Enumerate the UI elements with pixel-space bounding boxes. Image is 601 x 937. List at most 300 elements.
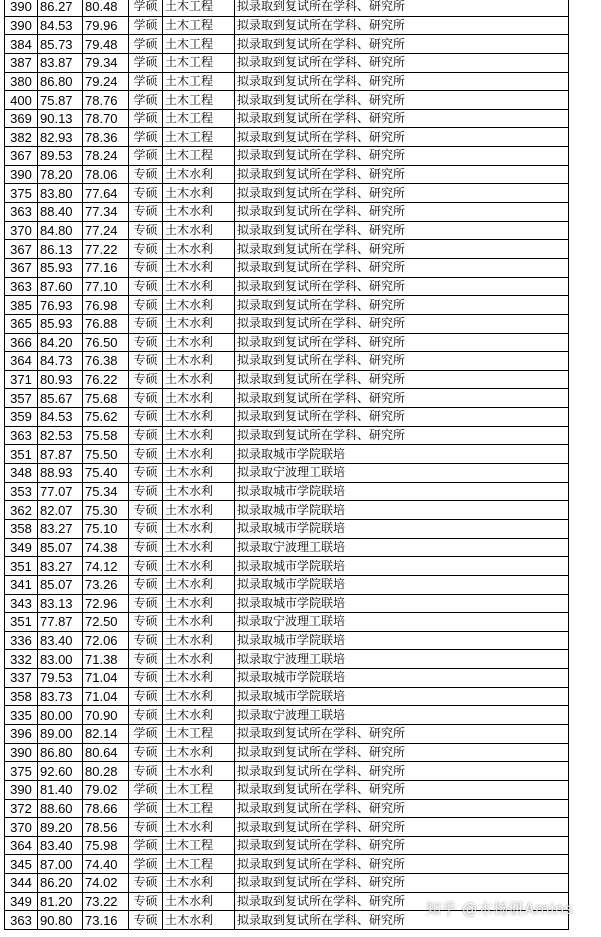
table-row [5,221,569,240]
major-cell: 土木水利 [163,874,235,893]
admission-note-cell: 拟录取到复试所在学科、研究所 [235,762,569,781]
initial-score-cell: 351 [5,557,38,576]
major-cell: 土木水利 [163,650,235,669]
degree-type-cell: 学硕 [129,35,163,54]
total-score-cell: 77.22 [83,240,129,259]
initial-score-cell: 343 [5,594,38,613]
major-cell: 土木工程 [163,780,235,799]
degree-type-cell: 专硕 [129,352,163,371]
initial-score-cell: 353 [5,482,38,501]
table-body [5,0,569,930]
major-cell: 土木水利 [163,538,235,557]
admission-note-cell: 拟录取到复试所在学科、研究所 [235,911,569,930]
major-cell: 土木水利 [163,352,235,371]
degree-type-cell: 专硕 [129,911,163,930]
retest-score-cell: 82.53 [38,426,83,445]
table-row [5,743,569,762]
initial-score-cell: 349 [5,538,38,557]
initial-score-cell: 357 [5,389,38,408]
major-cell: 土木水利 [163,333,235,352]
admission-note-cell: 拟录取到复试所在学科、研究所 [235,221,569,240]
admission-note-cell: 拟录取到复试所在学科、研究所 [235,874,569,893]
total-score-cell: 74.12 [83,557,129,576]
admission-note-cell: 拟录取宁波理工联培 [235,613,569,632]
table-row [5,482,569,501]
degree-type-cell: 专硕 [129,762,163,781]
table-row [5,519,569,538]
degree-type-cell: 专硕 [129,501,163,520]
initial-score-cell: 367 [5,147,38,166]
major-cell: 土木水利 [163,314,235,333]
degree-type-cell: 专硕 [129,408,163,427]
degree-type-cell: 专硕 [129,557,163,576]
admission-note-cell: 拟录取到复试所在学科、研究所 [235,296,569,315]
initial-score-cell: 396 [5,724,38,743]
major-cell: 土木水利 [163,818,235,837]
initial-score-cell: 348 [5,464,38,483]
degree-type-cell: 学硕 [129,855,163,874]
major-cell: 土木工程 [163,147,235,166]
table-row [5,464,569,483]
major-cell: 土木水利 [163,184,235,203]
initial-score-cell: 349 [5,892,38,911]
major-cell: 土木工程 [163,836,235,855]
retest-score-cell: 85.07 [38,538,83,557]
major-cell: 土木水利 [163,240,235,259]
major-cell: 土木水利 [163,277,235,296]
admission-note-cell: 拟录取到复试所在学科、研究所 [235,258,569,277]
major-cell: 土木工程 [163,0,235,16]
admission-note-cell: 拟录取到复试所在学科、研究所 [235,53,569,72]
total-score-cell: 75.10 [83,519,129,538]
retest-score-cell: 83.27 [38,557,83,576]
admission-note-cell: 拟录取到复试所在学科、研究所 [235,35,569,54]
degree-type-cell: 专硕 [129,482,163,501]
table-row [5,724,569,743]
retest-score-cell: 81.20 [38,892,83,911]
table-row [5,818,569,837]
retest-score-cell: 75.87 [38,91,83,110]
major-cell: 土木工程 [163,53,235,72]
retest-score-cell: 88.93 [38,464,83,483]
degree-type-cell: 专硕 [129,575,163,594]
major-cell: 土木水利 [163,389,235,408]
total-score-cell: 72.50 [83,613,129,632]
initial-score-cell: 400 [5,91,38,110]
degree-type-cell: 专硕 [129,818,163,837]
table-row [5,501,569,520]
initial-score-cell: 369 [5,109,38,128]
admission-note-cell: 拟录取到复试所在学科、研究所 [235,370,569,389]
degree-type-cell: 专硕 [129,445,163,464]
major-cell: 土木水利 [163,370,235,389]
total-score-cell: 72.96 [83,594,129,613]
total-score-cell: 76.88 [83,314,129,333]
degree-type-cell: 专硕 [129,296,163,315]
table-row [5,35,569,54]
table-row [5,165,569,184]
retest-score-cell: 83.73 [38,687,83,706]
retest-score-cell: 86.27 [38,0,83,16]
admission-note-cell: 拟录取宁波理工联培 [235,538,569,557]
total-score-cell: 78.76 [83,91,129,110]
major-cell: 土木水利 [163,203,235,222]
table-row [5,575,569,594]
table-row [5,892,569,911]
total-score-cell: 79.96 [83,16,129,35]
total-score-cell: 76.22 [83,370,129,389]
degree-type-cell: 学硕 [129,16,163,35]
table-row [5,911,569,930]
retest-score-cell: 83.00 [38,650,83,669]
total-score-cell: 73.16 [83,911,129,930]
total-score-cell: 79.34 [83,53,129,72]
table-row [5,594,569,613]
admission-note-cell: 拟录取到复试所在学科、研究所 [235,72,569,91]
table-row [5,184,569,203]
admission-note-cell: 拟录取城市学院联培 [235,445,569,464]
total-score-cell: 71.04 [83,687,129,706]
degree-type-cell: 专硕 [129,165,163,184]
degree-type-cell: 学硕 [129,109,163,128]
table-row [5,669,569,688]
retest-score-cell: 77.87 [38,613,83,632]
retest-score-cell: 84.80 [38,221,83,240]
initial-score-cell: 337 [5,669,38,688]
total-score-cell: 75.98 [83,836,129,855]
total-score-cell: 80.48 [83,0,129,16]
retest-score-cell: 77.07 [38,482,83,501]
retest-score-cell: 84.53 [38,408,83,427]
table-row [5,650,569,669]
retest-score-cell: 80.93 [38,370,83,389]
initial-score-cell: 344 [5,874,38,893]
initial-score-cell: 363 [5,203,38,222]
retest-score-cell: 90.13 [38,109,83,128]
table-row [5,445,569,464]
degree-type-cell: 学硕 [129,724,163,743]
retest-score-cell: 86.13 [38,240,83,259]
initial-score-cell: 359 [5,408,38,427]
admission-note-cell: 拟录取城市学院联培 [235,575,569,594]
total-score-cell: 78.06 [83,165,129,184]
table-row [5,613,569,632]
retest-score-cell: 78.20 [38,165,83,184]
table-row [5,799,569,818]
major-cell: 土木水利 [163,911,235,930]
admission-note-cell: 拟录取到复试所在学科、研究所 [235,855,569,874]
total-score-cell: 75.68 [83,389,129,408]
retest-score-cell: 87.87 [38,445,83,464]
admission-note-cell: 拟录取到复试所在学科、研究所 [235,836,569,855]
degree-type-cell: 专硕 [129,631,163,650]
major-cell: 土木水利 [163,426,235,445]
initial-score-cell: 363 [5,911,38,930]
total-score-cell: 71.38 [83,650,129,669]
table-row [5,780,569,799]
degree-type-cell: 专硕 [129,426,163,445]
major-cell: 土木工程 [163,72,235,91]
degree-type-cell: 专硕 [129,277,163,296]
retest-score-cell: 76.93 [38,296,83,315]
retest-score-cell: 88.40 [38,203,83,222]
retest-score-cell: 82.93 [38,128,83,147]
total-score-cell: 72.06 [83,631,129,650]
degree-type-cell: 专硕 [129,594,163,613]
admission-note-cell: 拟录取到复试所在学科、研究所 [235,147,569,166]
table-row [5,314,569,333]
major-cell: 土木水利 [163,669,235,688]
total-score-cell: 80.28 [83,762,129,781]
admission-note-cell: 拟录取城市学院联培 [235,669,569,688]
admission-note-cell: 拟录取城市学院联培 [235,687,569,706]
table-row [5,147,569,166]
major-cell: 土木水利 [163,631,235,650]
retest-score-cell: 83.13 [38,594,83,613]
degree-type-cell: 专硕 [129,743,163,762]
degree-type-cell: 专硕 [129,538,163,557]
total-score-cell: 75.34 [83,482,129,501]
table-row [5,53,569,72]
retest-score-cell: 79.53 [38,669,83,688]
table-row [5,706,569,725]
major-cell: 土木水利 [163,482,235,501]
initial-score-cell: 390 [5,16,38,35]
table-row [5,240,569,259]
major-cell: 土木工程 [163,724,235,743]
total-score-cell: 77.24 [83,221,129,240]
initial-score-cell: 370 [5,818,38,837]
table-row [5,687,569,706]
admission-note-cell: 拟录取到复试所在学科、研究所 [235,426,569,445]
major-cell: 土木水利 [163,575,235,594]
admission-note-cell: 拟录取到复试所在学科、研究所 [235,892,569,911]
retest-score-cell: 90.80 [38,911,83,930]
admission-note-cell: 拟录取宁波理工联培 [235,706,569,725]
initial-score-cell: 363 [5,277,38,296]
initial-score-cell: 375 [5,762,38,781]
table-row [5,855,569,874]
total-score-cell: 75.50 [83,445,129,464]
degree-type-cell: 学硕 [129,91,163,110]
retest-score-cell: 85.93 [38,314,83,333]
table-row [5,333,569,352]
retest-score-cell: 87.60 [38,277,83,296]
degree-type-cell: 专硕 [129,706,163,725]
admission-note-cell: 拟录取到复试所在学科、研究所 [235,314,569,333]
retest-score-cell: 89.20 [38,818,83,837]
major-cell: 土木工程 [163,128,235,147]
degree-type-cell: 专硕 [129,221,163,240]
initial-score-cell: 332 [5,650,38,669]
table-row [5,836,569,855]
initial-score-cell: 351 [5,613,38,632]
initial-score-cell: 390 [5,0,38,16]
retest-score-cell: 83.87 [38,53,83,72]
total-score-cell: 77.64 [83,184,129,203]
table-row [5,128,569,147]
admission-note-cell: 拟录取到复试所在学科、研究所 [235,724,569,743]
initial-score-cell: 366 [5,333,38,352]
total-score-cell: 73.22 [83,892,129,911]
retest-score-cell: 84.20 [38,333,83,352]
retest-score-cell: 84.53 [38,16,83,35]
retest-score-cell: 85.93 [38,258,83,277]
major-cell: 土木工程 [163,855,235,874]
retest-score-cell: 86.80 [38,72,83,91]
table-row [5,277,569,296]
admission-note-cell: 拟录取到复试所在学科、研究所 [235,389,569,408]
table-row [5,389,569,408]
degree-type-cell: 专硕 [129,464,163,483]
total-score-cell: 74.02 [83,874,129,893]
retest-score-cell: 80.00 [38,706,83,725]
major-cell: 土木工程 [163,799,235,818]
degree-type-cell: 专硕 [129,892,163,911]
degree-type-cell: 专硕 [129,669,163,688]
total-score-cell: 71.04 [83,669,129,688]
major-cell: 土木水利 [163,706,235,725]
total-score-cell: 70.90 [83,706,129,725]
total-score-cell: 77.10 [83,277,129,296]
retest-score-cell: 85.67 [38,389,83,408]
admission-note-cell: 拟录取到复试所在学科、研究所 [235,109,569,128]
initial-score-cell: 387 [5,53,38,72]
initial-score-cell: 351 [5,445,38,464]
admission-note-cell: 拟录取到复试所在学科、研究所 [235,0,569,16]
major-cell: 土木水利 [163,408,235,427]
total-score-cell: 79.02 [83,780,129,799]
retest-score-cell: 89.00 [38,724,83,743]
major-cell: 土木水利 [163,762,235,781]
initial-score-cell: 364 [5,352,38,371]
table-row [5,408,569,427]
admission-note-cell: 拟录取城市学院联培 [235,501,569,520]
initial-score-cell: 370 [5,221,38,240]
degree-type-cell: 专硕 [129,203,163,222]
retest-score-cell: 81.40 [38,780,83,799]
initial-score-cell: 336 [5,631,38,650]
admission-note-cell: 拟录取宁波理工联培 [235,464,569,483]
table-row [5,762,569,781]
major-cell: 土木工程 [163,35,235,54]
degree-type-cell: 学硕 [129,53,163,72]
total-score-cell: 75.30 [83,501,129,520]
table-row [5,352,569,371]
admission-note-cell: 拟录取到复试所在学科、研究所 [235,352,569,371]
major-cell: 土木工程 [163,16,235,35]
major-cell: 土木水利 [163,687,235,706]
major-cell: 土木水利 [163,296,235,315]
major-cell: 土木水利 [163,557,235,576]
major-cell: 土木水利 [163,464,235,483]
degree-type-cell: 专硕 [129,258,163,277]
initial-score-cell: 365 [5,314,38,333]
degree-type-cell: 学硕 [129,836,163,855]
initial-score-cell: 384 [5,35,38,54]
total-score-cell: 79.48 [83,35,129,54]
total-score-cell: 80.64 [83,743,129,762]
degree-type-cell: 专硕 [129,650,163,669]
retest-score-cell: 89.53 [38,147,83,166]
total-score-cell: 78.56 [83,818,129,837]
degree-type-cell: 专硕 [129,184,163,203]
initial-score-cell: 341 [5,575,38,594]
degree-type-cell: 专硕 [129,874,163,893]
initial-score-cell: 363 [5,426,38,445]
admission-note-cell: 拟录取城市学院联培 [235,519,569,538]
admission-note-cell: 拟录取宁波理工联培 [235,650,569,669]
degree-type-cell: 专硕 [129,687,163,706]
total-score-cell: 76.98 [83,296,129,315]
admission-results-table [4,0,569,930]
admission-note-cell: 拟录取到复试所在学科、研究所 [235,184,569,203]
admission-note-cell: 拟录取城市学院联培 [235,594,569,613]
initial-score-cell: 390 [5,780,38,799]
retest-score-cell: 86.20 [38,874,83,893]
retest-score-cell: 83.27 [38,519,83,538]
degree-type-cell: 专硕 [129,370,163,389]
admission-note-cell: 拟录取到复试所在学科、研究所 [235,128,569,147]
total-score-cell: 75.40 [83,464,129,483]
major-cell: 土木水利 [163,221,235,240]
degree-type-cell: 学硕 [129,780,163,799]
table-row [5,72,569,91]
table-row [5,538,569,557]
major-cell: 土木水利 [163,258,235,277]
initial-score-cell: 375 [5,184,38,203]
admission-note-cell: 拟录取城市学院联培 [235,631,569,650]
major-cell: 土木水利 [163,445,235,464]
admission-note-cell: 拟录取到复试所在学科、研究所 [235,203,569,222]
admission-note-cell: 拟录取到复试所在学科、研究所 [235,333,569,352]
initial-score-cell: 345 [5,855,38,874]
total-score-cell: 82.14 [83,724,129,743]
initial-score-cell: 367 [5,240,38,259]
total-score-cell: 75.62 [83,408,129,427]
degree-type-cell: 学硕 [129,72,163,91]
total-score-cell: 78.70 [83,109,129,128]
major-cell: 土木水利 [163,613,235,632]
admission-note-cell: 拟录取到复试所在学科、研究所 [235,818,569,837]
major-cell: 土木水利 [163,501,235,520]
table-row [5,370,569,389]
initial-score-cell: 364 [5,836,38,855]
total-score-cell: 77.34 [83,203,129,222]
degree-type-cell: 专硕 [129,389,163,408]
initial-score-cell: 358 [5,519,38,538]
table-row [5,109,569,128]
total-score-cell: 74.40 [83,855,129,874]
total-score-cell: 78.66 [83,799,129,818]
initial-score-cell: 362 [5,501,38,520]
admission-note-cell: 拟录取到复试所在学科、研究所 [235,799,569,818]
initial-score-cell: 380 [5,72,38,91]
total-score-cell: 78.36 [83,128,129,147]
table-row [5,557,569,576]
initial-score-cell: 382 [5,128,38,147]
major-cell: 土木水利 [163,165,235,184]
total-score-cell: 78.24 [83,147,129,166]
major-cell: 土木工程 [163,91,235,110]
total-score-cell: 75.58 [83,426,129,445]
retest-score-cell: 92.60 [38,762,83,781]
initial-score-cell: 358 [5,687,38,706]
degree-type-cell: 专硕 [129,333,163,352]
retest-score-cell: 85.73 [38,35,83,54]
major-cell: 土木水利 [163,743,235,762]
admission-note-cell: 拟录取到复试所在学科、研究所 [235,165,569,184]
